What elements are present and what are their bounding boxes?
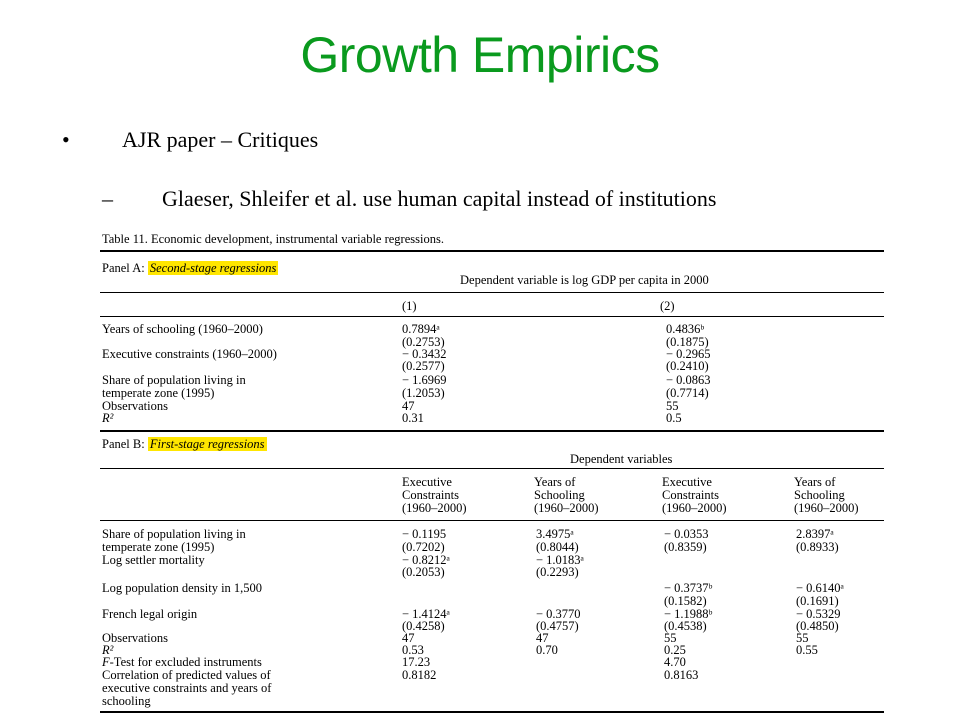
panel-b-col-header: Executive Constraints (1960–2000) <box>402 475 467 515</box>
panel-a-header-rule <box>100 292 884 293</box>
panel-b-cell: 4.70 <box>664 655 686 669</box>
panel-a-cell-col1: − 0.3432 <box>402 347 447 361</box>
panel-a-cell-col1: (0.2577) <box>402 359 445 373</box>
panel-b-cell: 0.8163 <box>664 668 699 682</box>
panel-a-col-1: (1) <box>402 299 417 313</box>
panel-b-cell: − 1.1988ᵇ <box>664 607 713 621</box>
panel-b-row-label: Log population density in 1,500 <box>102 581 263 595</box>
panel-b-row-label: Observations <box>102 631 168 645</box>
panel-a-cell-col1: − 1.6969 <box>402 373 447 387</box>
panel-a-cell-col1: (0.2753) <box>402 335 445 349</box>
panel-a-cell-col1: 0.7894ᵃ <box>402 322 440 336</box>
panel-b-row-label: executive constraints and years of <box>102 681 272 695</box>
panel-b-row-label: French legal origin <box>102 607 198 621</box>
panel-b-col-header: Years of Schooling (1960–2000) <box>794 475 859 515</box>
panel-a-cell-col2: (0.7714) <box>666 386 709 400</box>
panel-b-dependent-header: Dependent variables <box>570 452 673 466</box>
panel-a-cell-col1: 47 <box>402 399 415 413</box>
panel-b-cell: (0.2293) <box>536 565 579 579</box>
panel-b-cell: − 0.5329 <box>796 607 841 621</box>
panel-b-row-label: F-Test for excluded instruments <box>102 655 262 669</box>
panel-b-colhead-rule <box>100 520 884 521</box>
panel-b-row-label: temperate zone (1995) <box>102 540 215 554</box>
panel-b-cell: 47 <box>402 631 415 645</box>
panel-b-cell: (0.2053) <box>402 565 445 579</box>
panel-b-cell: 0.53 <box>402 643 424 657</box>
panel-a-row-label: Years of schooling (1960–2000) <box>102 322 263 336</box>
panel-b-label <box>102 438 267 451</box>
panel-highlighted-title: Second-stage regressions <box>149 261 277 275</box>
panel-a-label <box>102 262 278 275</box>
panel-a-cell-col1: (1.2053) <box>402 386 445 400</box>
panel-b-cell: 0.8182 <box>402 668 437 682</box>
panel-b-cell: − 0.1195 <box>402 527 447 541</box>
panel-b-row-label: Log settler mortality <box>102 553 205 567</box>
panel-b-cell: (0.1691) <box>796 594 839 608</box>
panel-a-cell-col2: 0.5 <box>666 411 682 425</box>
panel-b-cell: (0.4757) <box>536 619 579 633</box>
panel-prefix: Panel B: <box>102 437 148 451</box>
panel-a-dependent-header: Dependent variable is log GDP per capita in 2000 <box>460 273 709 287</box>
panel-b-cell: 0.55 <box>796 643 818 657</box>
panel-a-row-label: Share of population living in <box>102 373 246 387</box>
panel-a-cell-col2: (0.1875) <box>666 335 709 349</box>
panel-a-cell-col2: 0.4836ᵇ <box>666 322 705 336</box>
panel-b-cell: 0.25 <box>664 643 686 657</box>
panel-a-cell-col2: − 0.2965 <box>666 347 711 361</box>
panel-b-cell: 55 <box>796 631 809 645</box>
panel-a-row-label: R² <box>102 411 114 425</box>
panel-a-row-label: Observations <box>102 399 168 413</box>
panel-a-bottom-rule <box>100 430 884 432</box>
table-top-rule <box>100 250 884 252</box>
panel-a-cell-col2: 55 <box>666 399 679 413</box>
slide-title: Growth Empirics <box>300 27 660 83</box>
panel-highlighted-title: First-stage regressions <box>149 437 265 451</box>
sub-bullet-dash: – <box>102 186 113 211</box>
panel-b-cell: − 0.3770 <box>536 607 581 621</box>
panel-b-cell: − 0.3737ᵇ <box>664 581 713 595</box>
panel-b-cell: − 0.6140ᵃ <box>796 581 844 595</box>
panel-b-row-label: R² <box>102 643 114 657</box>
panel-b-row-label: schooling <box>102 694 151 708</box>
regression-table <box>100 230 884 714</box>
panel-b-col-header: Executive Constraints (1960–2000) <box>662 475 727 515</box>
panel-a-cell-col2: − 0.0863 <box>666 373 711 387</box>
panel-b-cell: (0.8359) <box>664 540 707 554</box>
panel-b-cell: 47 <box>536 631 549 645</box>
panel-b-cell: (0.4850) <box>796 619 839 633</box>
panel-b-cell: (0.1582) <box>664 594 707 608</box>
panel-b-cell: (0.8933) <box>796 540 839 554</box>
panel-b-cell: (0.8044) <box>536 540 579 554</box>
panel-b-header-rule <box>100 468 884 469</box>
bullet-text: AJR paper – Critiques <box>122 127 319 152</box>
table-bottom-rule <box>100 711 884 713</box>
panel-b-cell: − 1.4124ᵃ <box>402 607 450 621</box>
panel-b-col-header: Years of Schooling (1960–2000) <box>534 475 599 515</box>
panel-b-cell: − 0.8212ᵃ <box>402 553 450 567</box>
panel-b-cell: 17.23 <box>402 655 431 669</box>
panel-a-row-label: temperate zone (1995) <box>102 386 215 400</box>
panel-b-cell: (0.4258) <box>402 619 445 633</box>
panel-b-cell: − 1.0183ᵃ <box>536 553 584 567</box>
panel-b-row-label: Correlation of predicted values of <box>102 668 271 682</box>
panel-prefix: Panel A: <box>102 261 148 275</box>
panel-b-cell: 3.4975ᵃ <box>536 527 574 541</box>
panel-b-cell: 0.70 <box>536 643 558 657</box>
bullet-dot: • <box>62 127 70 152</box>
panel-b-cell: 2.8397ᵃ <box>796 527 834 541</box>
sub-bullet-text: Glaeser, Shleifer et al. use human capital instead of institutions <box>162 186 717 211</box>
table-caption: Table 11. Economic development, instrumental variable regressions. <box>102 232 444 246</box>
panel-a-col-2: (2) <box>660 299 675 313</box>
panel-b-cell: − 0.0353 <box>664 527 709 541</box>
panel-b-row-label: Share of population living in <box>102 527 246 541</box>
panel-a-row-label: Executive constraints (1960–2000) <box>102 347 277 361</box>
panel-a-colnum-rule <box>100 316 884 317</box>
panel-b-cell: (0.7202) <box>402 540 445 554</box>
panel-a-cell-col1: 0.31 <box>402 411 424 425</box>
panel-a-cell-col2: (0.2410) <box>666 359 709 373</box>
panel-b-cell: 55 <box>664 631 677 645</box>
panel-b-cell: (0.4538) <box>664 619 707 633</box>
